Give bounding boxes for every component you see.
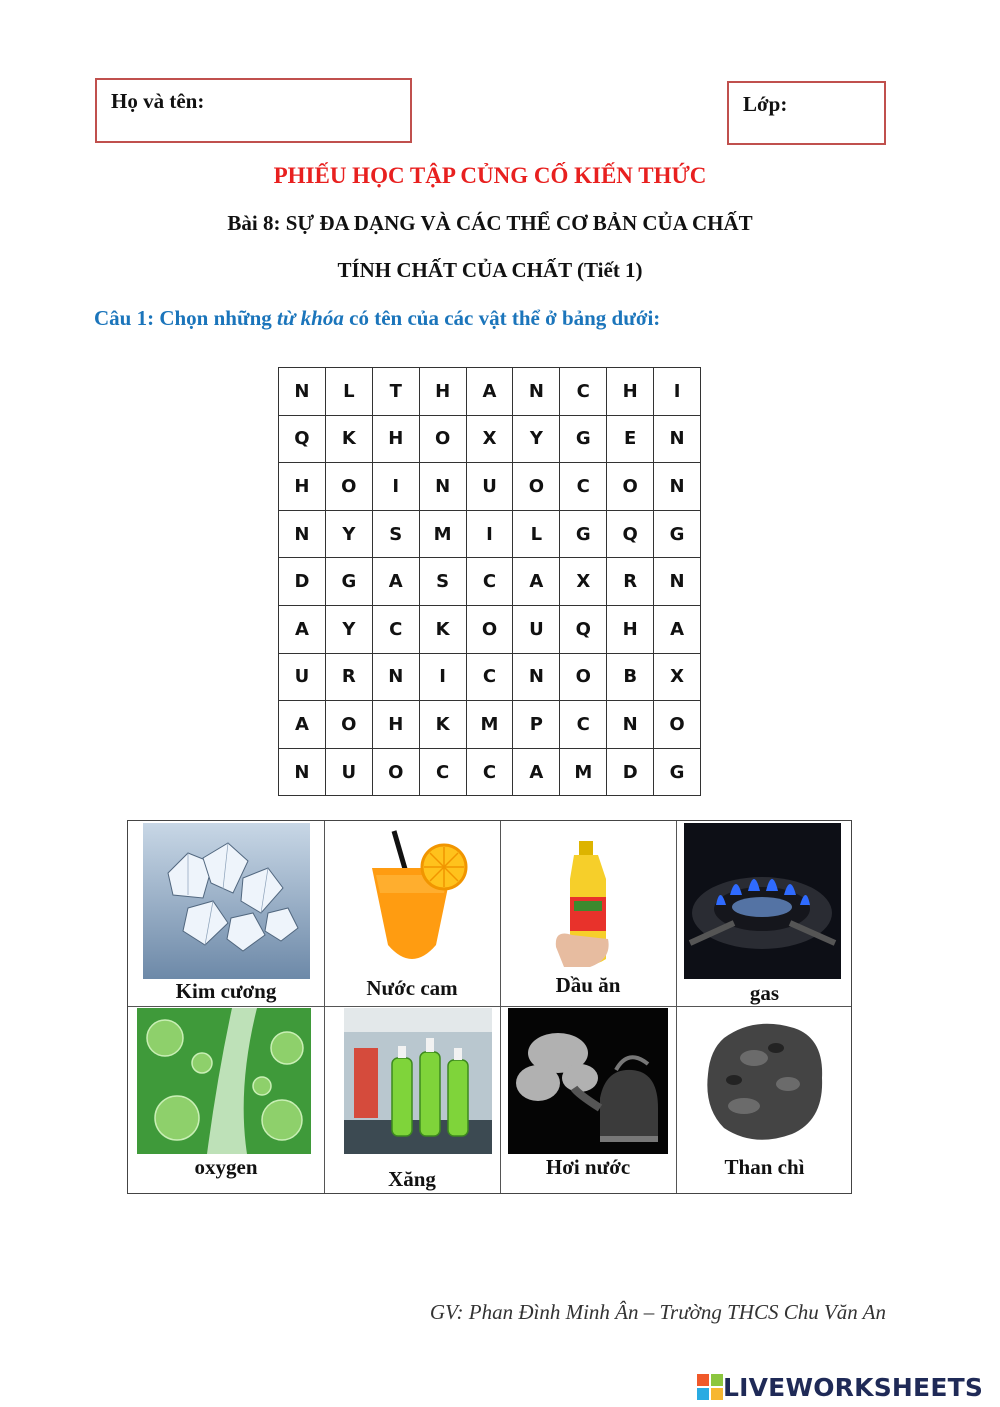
picture-caption: Dầu ăn [555, 973, 621, 997]
grid-letter-cell[interactable]: A [279, 701, 326, 749]
grid-letter-cell[interactable]: N [279, 510, 326, 558]
picture-caption: oxygen [194, 1155, 258, 1179]
grid-letter-cell[interactable]: I [654, 368, 701, 416]
grid-letter-cell[interactable]: Q [560, 605, 607, 653]
class-field[interactable] [727, 81, 886, 145]
name-field[interactable] [95, 78, 412, 143]
word-search-grid [278, 367, 701, 796]
lesson-subtitle: TÍNH CHẤT CỦA CHẤT (Tiết 1) [337, 258, 643, 282]
gas-flame-icon [684, 823, 841, 979]
grid-letter-cell[interactable]: H [279, 463, 326, 511]
picture-caption: Nước cam [366, 976, 458, 1000]
grid-letter-cell[interactable]: N [654, 415, 701, 463]
grid-row [279, 605, 701, 653]
question-1 [94, 306, 660, 331]
worksheet-title: PHIẾU HỌC TẬP CỦNG CỐ KIẾN THỨC [273, 163, 707, 188]
class-label: Lớp: [743, 92, 788, 116]
grid-letter-cell[interactable]: C [372, 605, 419, 653]
grid-letter-cell[interactable]: O [466, 605, 513, 653]
picture-cell-oxygen [128, 1007, 324, 1195]
grid-letter-cell[interactable]: X [654, 653, 701, 701]
grid-row [279, 368, 701, 416]
picture-cell-dau-an [500, 821, 676, 1006]
grid-letter-cell[interactable]: O [513, 463, 560, 511]
grid-letter-cell[interactable]: S [372, 510, 419, 558]
grid-letter-cell[interactable]: U [325, 748, 372, 796]
gasoline-icon [344, 1008, 492, 1154]
grid-letter-cell[interactable]: Y [325, 605, 372, 653]
picture-cell-xang [324, 1007, 500, 1195]
picture-cell-kim-cuong [128, 821, 324, 1006]
liveworksheets-logo-icon [697, 1374, 723, 1400]
grid-letter-cell[interactable]: C [419, 748, 466, 796]
grid-row [279, 558, 701, 606]
grid-letter-cell[interactable]: H [607, 605, 654, 653]
liveworksheets-logo-text: LIVEWORKSHEETS [723, 1372, 984, 1402]
grid-letter-cell[interactable]: X [560, 558, 607, 606]
question-prefix: Câu 1: Chọn những [94, 306, 278, 330]
grid-letter-cell[interactable]: M [419, 510, 466, 558]
grid-letter-cell[interactable]: C [466, 653, 513, 701]
grid-letter-cell[interactable]: U [279, 653, 326, 701]
grid-letter-cell[interactable]: A [654, 605, 701, 653]
picture-cell-than-chi [676, 1007, 853, 1195]
grid-letter-cell[interactable]: T [372, 368, 419, 416]
grid-row [279, 510, 701, 558]
picture-caption: Than chì [724, 1155, 805, 1179]
grid-letter-cell[interactable]: H [419, 368, 466, 416]
grid-letter-cell[interactable]: C [466, 558, 513, 606]
grid-letter-cell[interactable]: N [654, 558, 701, 606]
grid-row [279, 748, 701, 796]
grid-letter-cell[interactable]: O [654, 701, 701, 749]
diamond-icon [143, 823, 310, 979]
orange-juice-icon [332, 823, 492, 973]
grid-letter-cell[interactable]: K [419, 701, 466, 749]
name-label: Họ và tên: [111, 89, 205, 113]
oxygen-bubbles-icon [137, 1008, 311, 1154]
grid-letter-cell[interactable]: H [372, 415, 419, 463]
grid-letter-cell[interactable]: N [372, 653, 419, 701]
picture-caption: Xăng [388, 1167, 436, 1191]
lesson-title: Bài 8: SỰ ĐA DẠNG VÀ CÁC THỂ CƠ BẢN CỦA CHẤT [227, 211, 753, 235]
grid-row [279, 653, 701, 701]
picture-table [127, 820, 852, 1194]
grid-letter-cell[interactable]: N [607, 701, 654, 749]
picture-caption: Kim cương [175, 979, 277, 1003]
grid-letter-cell[interactable]: U [513, 605, 560, 653]
grid-letter-cell[interactable]: R [607, 558, 654, 606]
grid-letter-cell[interactable]: H [607, 368, 654, 416]
grid-letter-cell[interactable]: C [560, 701, 607, 749]
grid-letter-cell[interactable]: Y [513, 415, 560, 463]
cooking-oil-icon [550, 839, 626, 975]
grid-letter-cell[interactable]: N [513, 653, 560, 701]
grid-letter-cell[interactable]: N [279, 748, 326, 796]
grid-letter-cell[interactable]: Q [279, 415, 326, 463]
grid-letter-cell[interactable]: A [513, 558, 560, 606]
grid-row [279, 415, 701, 463]
grid-letter-cell[interactable]: N [419, 463, 466, 511]
grid-letter-cell[interactable]: C [560, 463, 607, 511]
question-suffix: có tên của các vật thể ở bảng dưới: [343, 306, 661, 330]
picture-cell-hoi-nuoc [500, 1007, 676, 1195]
grid-letter-cell[interactable]: R [325, 653, 372, 701]
grid-letter-cell[interactable]: O [607, 463, 654, 511]
grid-letter-cell[interactable]: O [372, 748, 419, 796]
liveworksheets-logo[interactable] [697, 1371, 983, 1403]
grid-letter-cell[interactable]: P [513, 701, 560, 749]
grid-letter-cell[interactable]: M [560, 748, 607, 796]
grid-letter-cell[interactable]: I [466, 510, 513, 558]
grid-letter-cell[interactable]: A [279, 605, 326, 653]
grid-letter-cell[interactable]: I [419, 653, 466, 701]
grid-letter-cell[interactable]: M [466, 701, 513, 749]
grid-letter-cell[interactable]: A [513, 748, 560, 796]
grid-letter-cell[interactable]: K [419, 605, 466, 653]
steam-kettle-icon [508, 1008, 668, 1154]
picture-cell-gas [676, 821, 853, 1006]
grid-letter-cell[interactable]: G [560, 510, 607, 558]
grid-letter-cell[interactable]: L [513, 510, 560, 558]
grid-letter-cell[interactable]: A [372, 558, 419, 606]
teacher-credit: GV: Phan Đình Minh Ân – Trường THCS Chu Văn An [429, 1300, 886, 1324]
picture-cell-nuoc-cam [324, 821, 500, 1006]
grid-letter-cell[interactable]: O [419, 415, 466, 463]
picture-caption: gas [749, 981, 780, 1005]
grid-letter-cell[interactable]: Y [325, 510, 372, 558]
grid-letter-cell[interactable]: N [513, 368, 560, 416]
grid-letter-cell[interactable]: G [325, 558, 372, 606]
grid-letter-cell[interactable]: U [466, 463, 513, 511]
grid-letter-cell[interactable]: G [560, 415, 607, 463]
grid-letter-cell[interactable]: O [325, 463, 372, 511]
grid-row [279, 463, 701, 511]
question-keyword: từ khóa [277, 306, 344, 330]
grid-letter-cell[interactable]: E [607, 415, 654, 463]
grid-letter-cell[interactable]: G [654, 748, 701, 796]
grid-letter-cell[interactable]: G [654, 510, 701, 558]
grid-letter-cell[interactable]: I [372, 463, 419, 511]
grid-letter-cell[interactable]: H [372, 701, 419, 749]
grid-letter-cell[interactable]: X [466, 415, 513, 463]
grid-letter-cell[interactable]: N [279, 368, 326, 416]
grid-letter-cell[interactable]: B [607, 653, 654, 701]
graphite-icon [684, 1008, 845, 1154]
grid-letter-cell[interactable]: A [466, 368, 513, 416]
grid-letter-cell[interactable]: N [654, 463, 701, 511]
grid-letter-cell[interactable]: Q [607, 510, 654, 558]
grid-letter-cell[interactable]: O [325, 701, 372, 749]
grid-letter-cell[interactable]: C [466, 748, 513, 796]
grid-letter-cell[interactable]: O [560, 653, 607, 701]
grid-row [279, 701, 701, 749]
grid-letter-cell[interactable]: D [279, 558, 326, 606]
grid-letter-cell[interactable]: D [607, 748, 654, 796]
grid-letter-cell[interactable]: S [419, 558, 466, 606]
grid-letter-cell[interactable]: C [560, 368, 607, 416]
grid-letter-cell[interactable]: K [325, 415, 372, 463]
picture-caption: Hơi nước [545, 1155, 631, 1179]
grid-letter-cell[interactable]: L [325, 368, 372, 416]
